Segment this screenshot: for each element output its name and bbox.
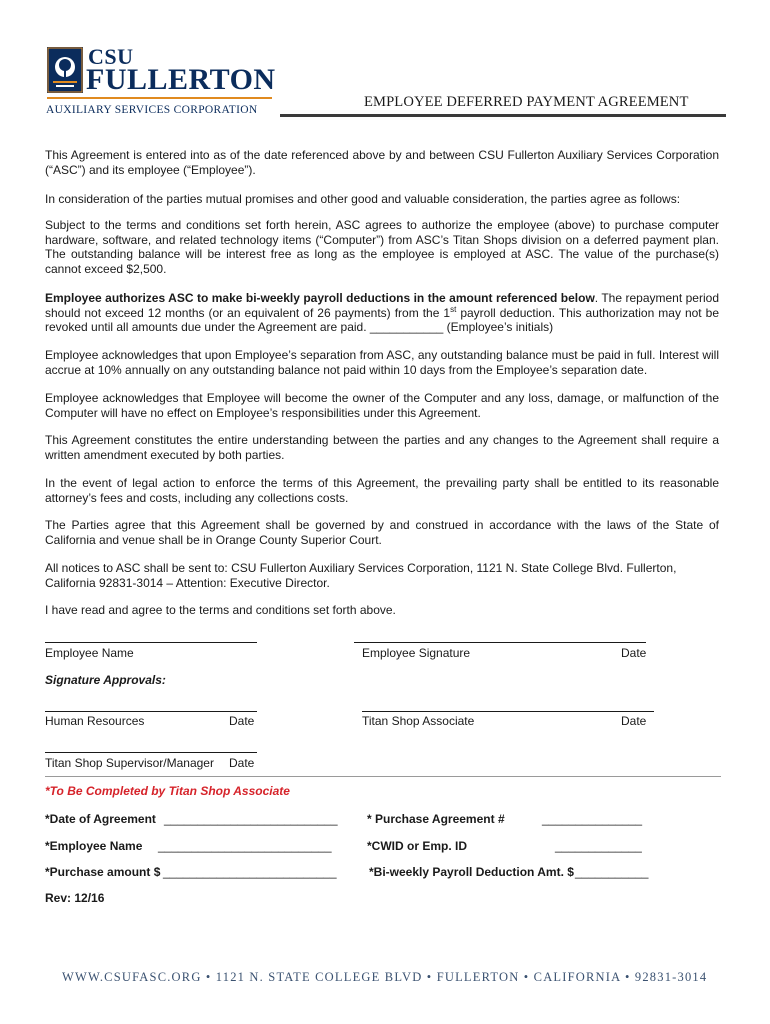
revision-label: Rev: 12/16: [45, 891, 105, 905]
paragraph-terms: Subject to the terms and conditions set forth herein, ASC agrees to authorize the employee (above) to purchase computer hardware, software, and related technology items (“Computer”) from ASC’s Titan Shops division on a deferred payment plan. The outstanding balance will be interest free as long as the employee is employed at ASC. The value of the purchase(s) cannot exceed $2,500.: [45, 218, 719, 276]
section-divider: [45, 776, 721, 777]
purchase-amount-field[interactable]: __________________________: [163, 865, 337, 879]
biweekly-deduction-label: *Bi-weekly Payroll Deduction Amt. $: [369, 865, 574, 879]
paragraph-entire-agreement: This Agreement constitutes the entire understanding between the parties and any changes to the Agreement shall require a written amendment executed by both parties.: [45, 433, 719, 462]
paragraph-ownership: Employee acknowledges that Employee will become the owner of the Computer and any loss, damage, or malfunction of the Computer will have no effect on Employee’s responsibilities under this Agreement.: [45, 391, 719, 420]
titan-shop-associate-line[interactable]: [362, 711, 654, 712]
human-resources-date-label: Date: [229, 714, 255, 728]
employee-signature-line[interactable]: [354, 642, 646, 643]
paragraph-payroll-deductions: Employee authorizes ASC to make bi-weekly payroll deductions in the amount referenced below. The repayment period should not exceed 12 months (or an equivalent of 26 payments) from the 1st payroll deduction. This authorization may not be revoked until all amounts due under the Agreement are paid. ___________ (Employee’s initials): [45, 291, 719, 335]
employee-name-field[interactable]: __________________________: [158, 839, 332, 853]
cwid-label: *CWID or Emp. ID: [367, 839, 468, 853]
human-resources-line[interactable]: [45, 711, 257, 712]
paragraph-intro: This Agreement is entered into as of the date referenced above by and between CSU Fullerton Auxiliary Services Corporation (“ASC”) and its employee (“Employee”).: [45, 148, 719, 177]
cwid-field[interactable]: _____________: [555, 839, 642, 853]
employee-name-field-label: *Employee Name: [45, 839, 143, 853]
employee-name-line[interactable]: [45, 642, 257, 643]
payroll-authorization-bold: Employee authorizes ASC to make bi-weekly payroll deductions in the amount referenced below: [45, 291, 595, 305]
paragraph-governing-law: The Parties agree that this Agreement shall be governed by and construed in accordance with the laws of the State of California and venue shall be in Orange County Superior Court.: [45, 518, 719, 547]
csu-seal-icon: [47, 47, 83, 93]
titan-shop-heading: *To Be Completed by Titan Shop Associate: [45, 784, 290, 798]
biweekly-deduction-field[interactable]: ___________: [575, 865, 649, 879]
signature-approvals-heading: Signature Approvals:: [45, 673, 166, 687]
titan-shop-associate-label: Titan Shop Associate: [362, 714, 475, 728]
title-rule: [280, 114, 726, 117]
purchase-agreement-field[interactable]: _______________: [542, 812, 643, 826]
supervisor-line[interactable]: [45, 752, 257, 753]
human-resources-label: Human Resources: [45, 714, 145, 728]
associate-date-label: Date: [621, 714, 647, 728]
date-of-agreement-field[interactable]: __________________________: [164, 812, 338, 826]
logo-subtitle: AUXILIARY SERVICES CORPORATION: [46, 104, 258, 116]
logo-csu: CSU: [88, 44, 134, 69]
logo-fullerton: FULLERTON: [86, 63, 276, 96]
paragraph-separation: Employee acknowledges that upon Employee’s separation from ASC, any outstanding balance must be paid in full. Interest will accrue at 10% annually on any outstanding balance not paid within 10 days from the Employee’s separation date.: [45, 348, 719, 377]
purchase-agreement-label: * Purchase Agreement #: [367, 812, 505, 826]
purchase-amount-label: *Purchase amount $: [45, 865, 161, 879]
supervisor-date-label: Date: [229, 756, 255, 770]
footer-address: WWW.CSUFASC.ORG • 1121 N. STATE COLLEGE BLVD • FULLERTON • CALIFORNIA • 92831-3014: [62, 970, 708, 984]
logo-rule: [47, 97, 272, 99]
supervisor-label: Titan Shop Supervisor/Manager: [45, 756, 214, 770]
paragraph-acknowledge: I have read and agree to the terms and conditions set forth above.: [45, 603, 396, 617]
paragraph-notices: All notices to ASC shall be sent to: CSU Fullerton Auxiliary Services Corporation, 1121 N. State College Blvd. Fullerton, California 92831-3014 – Attention: Executive Director.: [45, 561, 677, 590]
employee-name-label: Employee Name: [45, 646, 134, 660]
employee-signature-date-label: Date: [621, 646, 647, 660]
paragraph-consideration: In consideration of the parties mutual promises and other good and valuable consideration, the parties agree as follows:: [45, 192, 681, 206]
date-of-agreement-label: *Date of Agreement: [45, 812, 156, 826]
employee-signature-label: Employee Signature: [362, 646, 471, 660]
paragraph-legal-action: In the event of legal action to enforce the terms of this Agreement, the prevailing party shall be entitled to its reasonable attorney’s fees and costs, including any collections costs.: [45, 476, 719, 505]
document-title: EMPLOYEE DEFERRED PAYMENT AGREEMENT: [364, 94, 689, 110]
